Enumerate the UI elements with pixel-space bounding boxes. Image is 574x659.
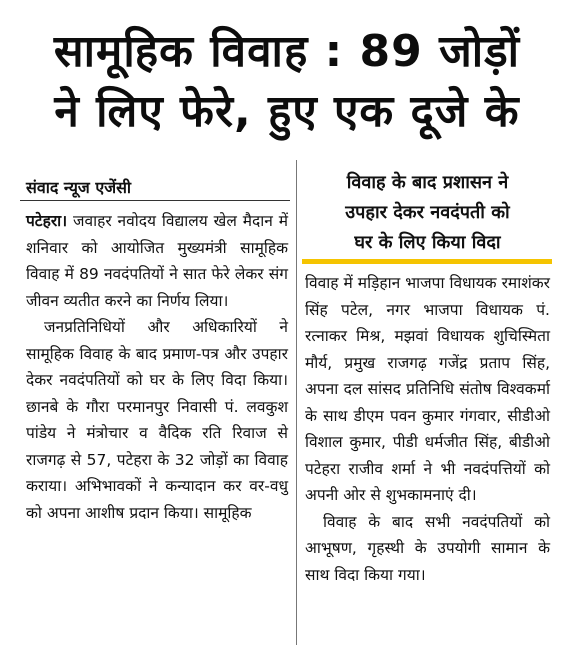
- headline: [0, 22, 574, 142]
- subheadline-line-2: उपहार देकर नवदंपती को: [345, 202, 510, 223]
- subheadline-line-3: घर के लिए किया विदा: [354, 232, 501, 253]
- right-paragraph-2: विवाह के बाद सभी नवदंपतियों को आभूषण, गृहस्थी के उपयोगी सामान के साथ विदा किया गया।: [305, 512, 550, 584]
- left-paragraph-2: जनप्रतिनिधियों और अधिकारियों ने सामूहिक विवाह के बाद प्रमाण-पत्र और उपहार देकर नवदंपतियों को घर के लिए विदा किया। छानबे के गौरा परमानपुर निवासी पं. लवकुश पांडेय ने मंत्रोचार व वैदिक रति रिवाज से राजगढ़ से 57, पटेहरा के 32 जोड़ों का विवाह कराया। अभिभावकों ने कन्यादान कर वर-वधु को अपना आशीष प्रदान किया। सामूहिक: [26, 318, 288, 522]
- left-paragraph-1: [26, 208, 288, 314]
- dateline: पटेहरा।: [26, 212, 68, 230]
- byline: संवाद न्यूज एजेंसी: [26, 178, 132, 197]
- headline-line-2: ने लिए फेरे, हुए एक दूजे के: [54, 86, 520, 137]
- right-paragraph-1: विवाह में मड़िहान भाजपा विधायक रमाशंकर सिंह पटेल, नगर भाजपा विधायक पं. रत्नाकर मिश्र, मझवां विधायक शुचिस्मिता मौर्य, प्रमुख राजगढ़ गजेंद्र प्रताप सिंह, अपना दल सांसद प्रतिनिधि संतोष विश्वकर्मा के साथ डीएम पवन कुमार गंगवार, सीडीओ विशाल कुमार, पीडी धर्मजीत सिंह, बीडीओ पटेहरा राजीव शर्मा ने भी नवदंपत्तियों को अपनी ओर से शुभकामनाएं दी।: [305, 274, 550, 504]
- subheadline-line-1: विवाह के बाद प्रशासन ने: [346, 172, 509, 193]
- left-column: [26, 208, 288, 526]
- right-column: [305, 270, 550, 588]
- byline-rule: [20, 200, 290, 201]
- subheadline-accent-bar: [302, 259, 552, 264]
- left-paragraph-1-text: जवाहर नवोदय विद्यालय खेल मैदान में शनिवार को आयोजित मुख्यमंत्री सामूहिक विवाह में 89 नवदंपतियों ने सात फेरे लेकर संग जीवन व्यतीत करने का निर्णय लिया।: [26, 212, 288, 310]
- subheadline: [305, 168, 550, 258]
- headline-line-1: सामूहिक विवाह : 89 जोड़ों: [53, 26, 521, 77]
- column-divider: [296, 160, 297, 645]
